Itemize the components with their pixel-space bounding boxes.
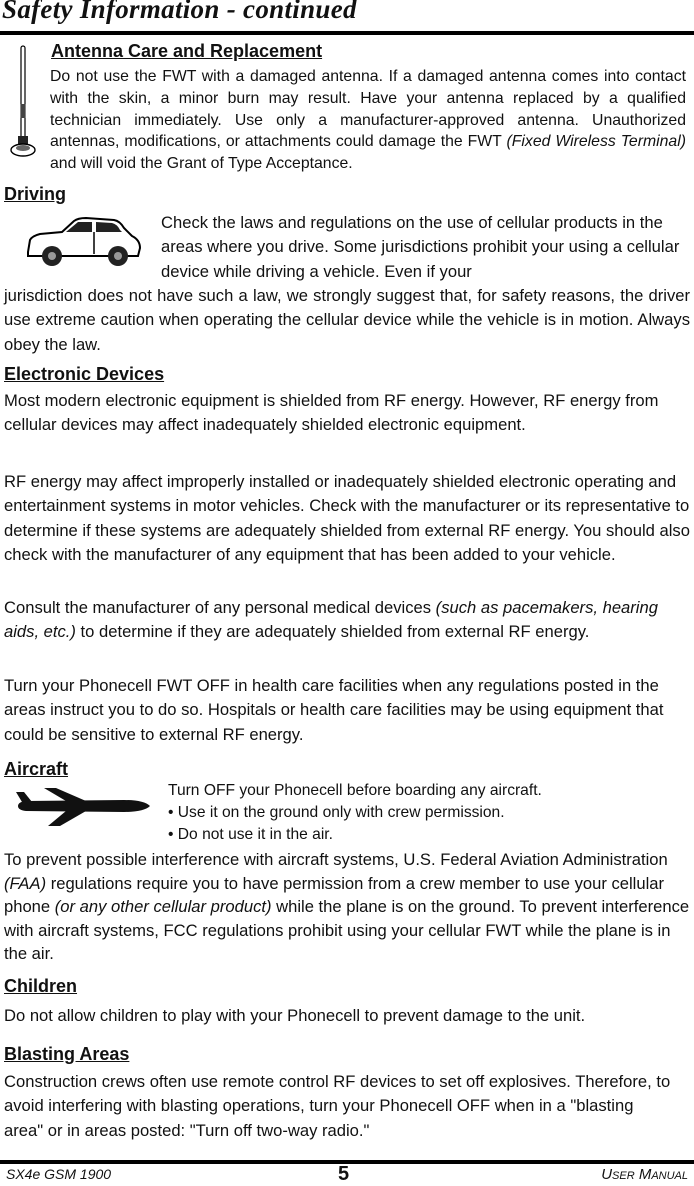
aircraft-faa: (FAA) bbox=[4, 873, 47, 893]
antenna-paragraph bbox=[50, 66, 686, 175]
aircraft-heading: Aircraft bbox=[4, 759, 69, 779]
electronic-heading: Electronic Devices bbox=[4, 364, 165, 384]
driving-heading: Driving bbox=[4, 184, 67, 204]
blasting-paragraph: Construction crews often use remote control RF devices to set off explosives. Therefore, to avoid interfering with blasting operations, turn your Phonecell OFF when in a "blasting area" or in areas posted: "Turn off two-way radio." bbox=[4, 1072, 671, 1140]
car-icon bbox=[22, 216, 144, 268]
antenna-text-end: and will void the Grant of Type Acceptance. bbox=[50, 155, 353, 173]
aircraft-paragraph bbox=[4, 848, 692, 966]
electronic-p3-examples: (such as pacemakers, hearing aids, etc.) bbox=[4, 598, 658, 642]
aircraft-p-text: To prevent possible interference with aircraft systems, U.S. Federal Aviation Administration bbox=[4, 850, 668, 869]
aircraft-line-1: Turn OFF your Phonecell before boarding any aircraft. bbox=[168, 782, 542, 799]
electronic-p3-text: Consult the manufacturer of any personal medical devices bbox=[4, 598, 436, 617]
driving-paragraph-2: jurisdiction does not have such a law, we strongly suggest that, for safety reasons, the driver use extreme caution when operating the cellular device while the vehicle is in motion. Always obey the law. bbox=[4, 286, 690, 354]
electronic-p3-text-end: to determine if they are adequately shielded from external RF energy. bbox=[75, 622, 590, 642]
antenna-fwt-note: (Fixed Wireless Terminal) bbox=[506, 133, 686, 151]
aircraft-p-mid: regulations require you to have permission from a crew member to use your cellular phone bbox=[4, 873, 665, 917]
footer-manual: User Manual bbox=[601, 1166, 688, 1183]
top-rule bbox=[0, 31, 694, 35]
antenna-heading: Antenna Care and Replacement bbox=[51, 41, 323, 61]
aircraft-cellular-note: (or any other cellular product) bbox=[54, 897, 272, 917]
aircraft-bullet-1-text: Use it on the ground only with crew permission. bbox=[177, 804, 505, 821]
children-paragraph: Do not allow children to play with your Phonecell to prevent damage to the unit. bbox=[4, 1006, 586, 1025]
blasting-heading: Blasting Areas bbox=[4, 1044, 130, 1064]
antenna-text: Do not use the FWT with a damaged antenna. If a damaged antenna comes into contact with the skin, a minor burn may result. Have your antenna replaced by a qualified technician immediately. Use only a manufacturer-approved antenna. Unauthorized antennas, modifications, or attachments could damage the FWT bbox=[50, 68, 686, 151]
electronic-paragraph-1: Most modern electronic equipment is shielded from RF energy. However, RF energy from cellular devices may affect inadequately shielded electronic equipment. bbox=[4, 391, 659, 435]
airplane-icon bbox=[14, 786, 152, 828]
electronic-paragraph-3 bbox=[4, 596, 692, 645]
children-heading: Children bbox=[4, 976, 78, 996]
driving-paragraph-1: Check the laws and regulations on the use of cellular products in the areas where you drive. Some jurisdictions prohibit your using a cellular device while driving a vehicle. Even if your bbox=[161, 213, 680, 281]
electronic-paragraph-2: RF energy may affect improperly installed or inadequately shielded electronic operating and entertainment systems in motor vehicles. Check with the manufacturer or its representative to determine if these systems are adequately shielded from external RF energy. You should also check with the manufacturer of any equipment that has been added to your vehicle. bbox=[4, 472, 690, 564]
page-title: Safety Information - continued bbox=[2, 0, 357, 24]
electronic-paragraph-4: Turn your Phonecell FWT OFF in health care facilities when any regulations posted in the areas instruct you to do so. Hospitals or health care facilities may be using equipment that could be sensitive to external RF energy. bbox=[4, 676, 664, 744]
page-number: 5 bbox=[338, 1163, 350, 1185]
antenna-icon bbox=[6, 44, 42, 166]
footer-model: SX4e GSM 1900 bbox=[6, 1166, 112, 1182]
aircraft-bullet-2: • Do not use it in the air. bbox=[168, 826, 333, 843]
aircraft-bullet-1: • Use it on the ground only with crew permission. bbox=[168, 804, 505, 821]
aircraft-bullet-2-text: Do not use it in the air. bbox=[177, 826, 333, 843]
aircraft-p-end: while the plane is on the ground. To prevent interference with aircraft systems, FCC regulations prohibit using your cellular FWT while the plane is in the air. bbox=[4, 897, 690, 964]
